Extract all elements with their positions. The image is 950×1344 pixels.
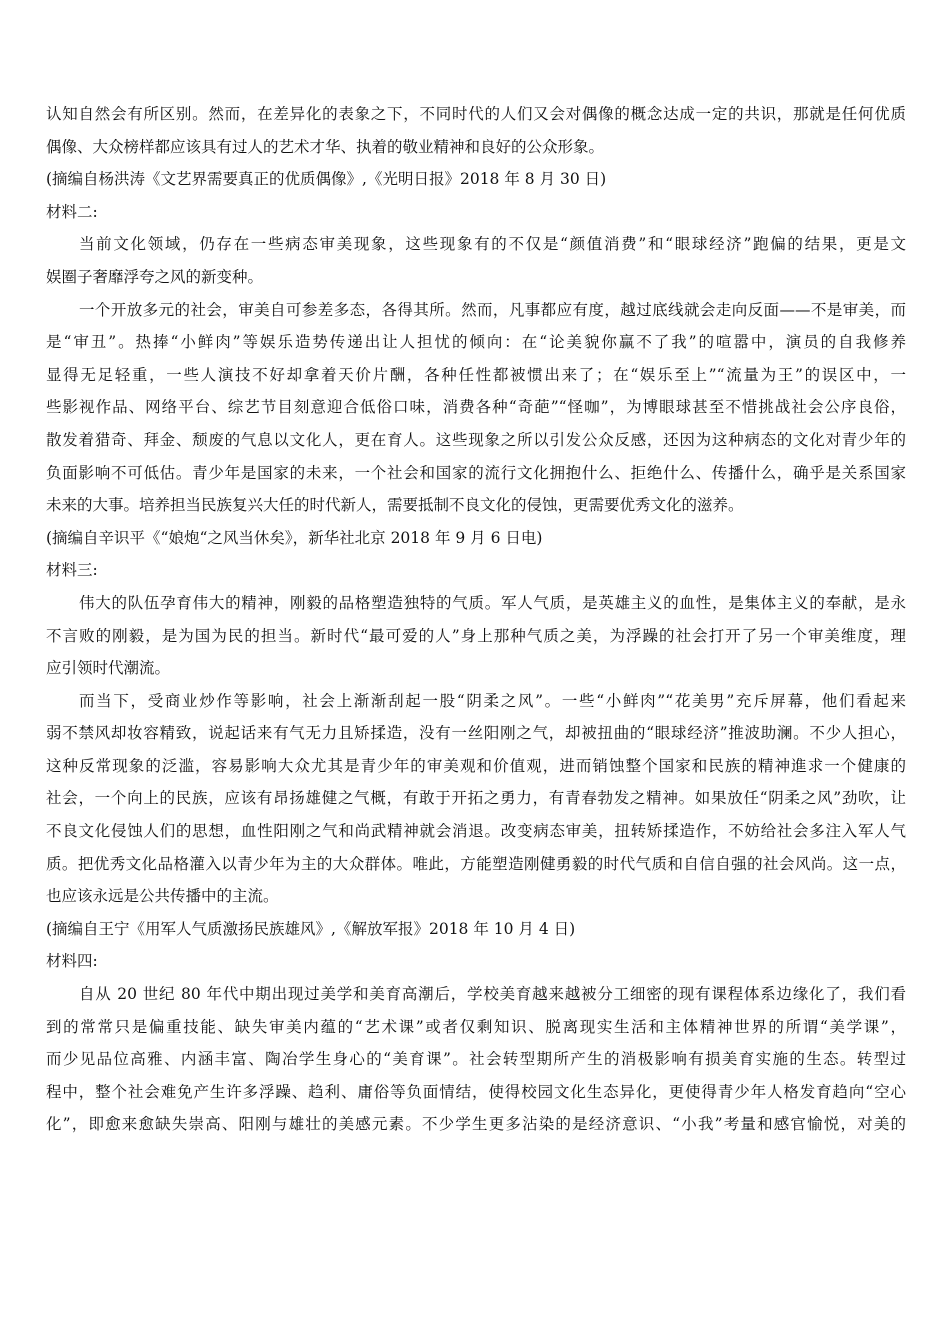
paragraph-line: 质。把优秀文化品格灌入以青少年为主的大众群体。唯此，方能塑造刚健勇毅的时代气质和自信自强的社会风尚。这一点， [46,854,906,873]
section-heading: 材料二: [46,202,98,221]
paragraph-line: 应引领时代潮流。 [46,659,171,678]
paragraph-line: 显得无足轻重，一些人演技不好却拿着天价片酬，各种任性都被惯出来了；在“娱乐至上”“流量为王”的误区中，一 [46,365,906,384]
paragraph-line: 未来的大事。培养担当民族复兴大任的时代新人，需要抵制不良文化的侵蚀，更需要优秀文化的滋养。 [46,496,744,515]
paragraph-line: 是“审丑”。热捧“小鲜肉”等娱乐造势传递出让人担忧的倾向：在“论美貌你赢不了我”的喧嚣中，演员的自我修养 [46,333,906,352]
paragraph-line: 而当下，受商业炒作等影响，社会上渐渐刮起一股“阴柔之风”。一些“小鲜肉”“花美男”充斥屏幕，他们看起来 [79,691,906,710]
paragraph-line: 伟大的队伍孕育伟大的精神，刚毅的品格塑造独特的气质。军人气质，是英雄主义的血性，是集体主义的奉献，是永 [79,593,906,612]
source-citation: (摘编自杨洪涛《文艺界需要真正的优质偶像》,《光明日报》2018 年 8 月 30 日) [46,170,607,189]
paragraph-line: 散发着猎奇、拜金、颓废的气息以文化人，更在育人。这些现象之所以引发公众反感，还因为这种病态的文化对青少年的 [46,430,906,449]
paragraph-line: 偶像、大众榜样都应该具有过人的艺术才华、执着的敬业精神和良好的公众形象。 [46,137,605,156]
paragraph-line: 这种反常现象的泛滥，容易影响大众尤其是青少年的审美观和价值观，进而销蚀整个国家和民族的精神進求一个健康的 [46,756,906,775]
section-heading: 材料四: [46,952,98,971]
paragraph-line: 一个开放多元的社会，审美自可参差多态，各得其所。然而，凡事都应有度，越过底线就会走向反面——不是审美，而 [79,300,906,319]
section-heading: 材料三: [46,561,98,580]
paragraph-line: 程中，整个社会难免产生许多浮躁、趋利、庸俗等负面情结，使得校园文化生态异化，更使得青少年人格发育趋向“空心 [46,1082,906,1101]
paragraph-line: 化”，即愈来愈缺失崇高、阳刚与雄壮的美感元素。不少学生更多沾染的是经济意识、“小我”考量和感官愉悦，对美的 [46,1115,906,1134]
paragraph-line: 些影视作品、网络平台、综艺节目刻意迎合低俗口味，消费各种“奇葩”“怪咖”，为博眼球甚至不惜挑战社会公序良俗， [46,398,906,417]
paragraph-line: 娱圈子奢靡浮夸之风的新变种。 [46,267,264,286]
paragraph-line: 自从 20 世纪 80 年代中期出现过美学和美育高潮后，学校美育越来越被分工细密的现有课程体系边缘化了，我们看 [79,985,906,1004]
paragraph-line: 认知自然会有所区别。然而，在差异化的表象之下，不同时代的人们又会对偶像的概念达成一定的共识，那就是任何优质 [46,105,906,123]
paragraph [46,685,906,913]
paragraph [46,98,906,163]
paragraph-line: 负面影响不可低估。青少年是国家的未来，一个社会和国家的流行文化拥抱什么、拒绝什么、传播什么，确乎是关系国家 [46,463,906,482]
paragraph-line: 不言败的刚毅，是为国为民的担当。新时代“最可爱的人”身上那种气质之美，为浮躁的社会打开了另一个审美维度，理 [46,626,906,645]
paragraph-line: 社会，一个向上的民族，应该有昂扬雄健之气概，有敢于开拓之勇力，有青春勃发之精神。如果放任“阴柔之风”劲吹，让 [46,789,906,808]
paragraph-line: 弱不禁风却妆容精致，说起话来有气无力且矫揉造，没有一丝阳刚之气，却被扭曲的“眼球经济”推波助澜。不少人担心， [46,724,906,743]
paragraph-line: 而少见品位高雅、内涵丰富、陶冶学生身心的“美育课”。社会转型期所产生的消极影响有损美育实施的生态。转型过 [46,1050,906,1069]
paragraph [46,587,906,685]
paragraph-line: 不良文化侵蚀人们的思想，血性阳刚之气和尚武精神就会消退。改变病态审美，扭转矫揉造作，不妨给社会多注入军人气 [46,822,906,841]
paragraph-line: 到的常常只是偏重技能、缺失审美内蕴的“艺术课”或者仅剩知识、脱离现实生活和主体精神世界的所谓“美学课”， [46,1017,906,1036]
paragraph-line: 当前文化领域，仍存在一些病态审美现象，这些现象有的不仅是“颜值消费”和“眼球经济”跑偏的结果，更是文 [79,235,906,254]
source-citation: (摘编自辛识平《“娘炮“之风当休矣》，新华社北京 2018 年 9 月 6 日电) [46,528,543,547]
paragraph-line: 也应该永远是公共传播中的主流。 [46,887,279,906]
paragraph [46,294,906,522]
paragraph [46,228,906,293]
source-citation: (摘编自王宁《用军人气质激扬民族雄风》,《解放军报》2018 年 10 月 4 日) [46,919,576,938]
paragraph [46,978,906,1141]
